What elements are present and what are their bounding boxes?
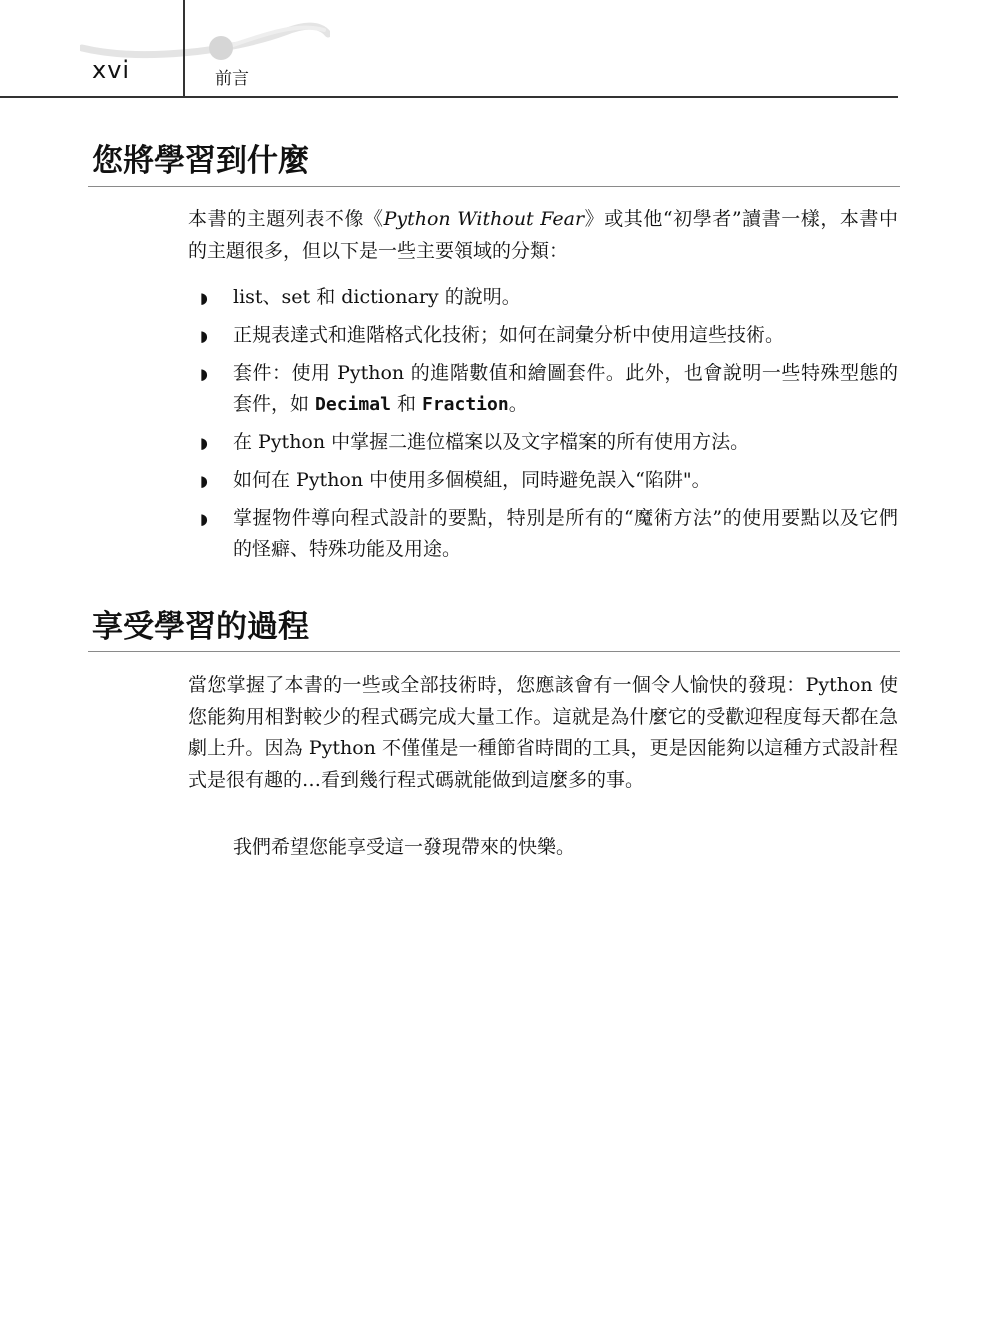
list-item-text: 正規表達式和進階格式化技術；如何在詞彙分析中使用這些技術。 [233,324,785,346]
page-header [0,0,1000,100]
list-item [188,358,898,420]
section-title: 享受學習的過程 [92,609,309,645]
bullet-icon: ◗ [200,289,208,307]
code-term: Fraction [422,394,509,415]
list-item-text: 和 [390,393,422,415]
header-divider [183,0,185,97]
section-rule [88,651,900,652]
list-item [188,465,898,496]
list-item [188,503,898,565]
code-term: Decimal [315,394,391,415]
bullet-icon: ◗ [200,365,208,383]
list-item-text: 。 [508,393,528,415]
closing-paragraph: 我們希望您能享受這一發現帶來的快樂。 [233,836,576,858]
section-title: 您將學習到什麼 [92,143,309,179]
intro-text: 》或其他“初學者”讀書一樣，本書中的主題很多，但以下是一些主要領域的分類： [188,208,898,262]
list-item-text: 掌握物件導向程式設計的要點，特別是所有的“魔術方法”的使用要點以及它們的怪癖、特殊功能及用途。 [233,507,898,560]
header-rule [0,96,898,98]
list-item [188,427,898,458]
topic-list [188,282,898,572]
list-item-text: 如何在 Python 中使用多個模組，同時避免誤入“陷阱"。 [233,469,711,491]
section-rule [88,186,900,187]
list-item [188,282,898,313]
bullet-icon: ◗ [200,327,208,345]
bullet-icon: ◗ [200,472,208,490]
list-item-text: list、set 和 dictionary 的說明。 [233,286,521,308]
book-title: Python Without Fear [383,208,585,230]
body-paragraph: 當您掌握了本書的一些或全部技術時，您應該會有一個令人愉快的發現：Python 使您能夠用相對較少的程式碼完成大量工作。這就是為什麼它的受歡迎程度每天都在急劇上升。因為 Python 不僅僅是一種節省時間的工具，更是因能夠以這種方式設計程式是很有趣的…看到幾行程式碼就能做到這麼多的事。 [188,674,898,791]
intro-text: 本書的主題列表不像《 [188,208,384,230]
intro-paragraph [188,204,898,267]
list-item-text: 套件：使用 Python 的進階數值和繪圖套件。此外，也會說明一些特殊型態的套件，如 [233,362,898,415]
list-item-text: 在 Python 中掌握二進位檔案以及文字檔案的所有使用方法。 [233,431,750,453]
page-number: xvi [92,56,131,84]
bullet-icon: ◗ [200,434,208,452]
bullet-icon: ◗ [200,510,208,528]
chapter-name: 前言 [215,69,249,89]
list-item [188,320,898,351]
